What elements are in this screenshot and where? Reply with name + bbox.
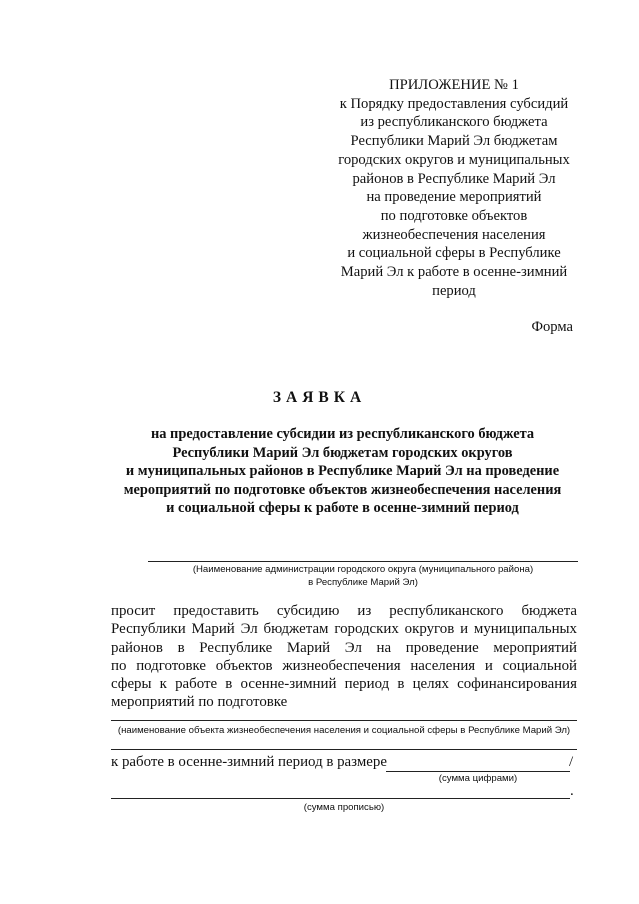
object-name-line[interactable] — [111, 720, 577, 721]
body-line: сферы к работе в осенне-зимний период в целях софинансирования — [111, 676, 577, 693]
document-subtitle — [100, 425, 585, 518]
appendix-line: и социальной сферы в Республике — [347, 245, 561, 262]
sum-words-line[interactable] — [111, 798, 570, 799]
appendix-line: к Порядку предоставления субсидий — [339, 95, 569, 112]
appendix-line: по подготовке объектов — [380, 207, 528, 224]
appendix-line: период — [432, 282, 476, 299]
appendix-line: Республики Марий Эл бюджетам — [350, 133, 558, 150]
sum-digits-caption: (сумма цифрами) — [438, 773, 518, 784]
amount-text: к работе в осенне-зимний период в размере — [111, 754, 387, 770]
appendix-line: жизнеобеспечения населения — [362, 226, 546, 243]
subtitle-line: и социальной сферы к работе в осенне-зимний период — [166, 500, 519, 516]
administration-caption: (Наименование администрации городского округа (муниципального района) в Республике Марий Эл) — [192, 564, 534, 588]
subtitle-line: и муниципальных районов в Республике Марий Эл на проведение — [125, 463, 560, 479]
administration-name-line[interactable] — [148, 561, 578, 562]
object-name-caption: (наименование объекта жизнеобеспечения населения и социальной сферы в Республике Марий Эл) — [117, 725, 571, 736]
sum-digits-end-mark: / — [569, 754, 574, 770]
appendix-line: на проведение мероприятий — [366, 189, 542, 206]
appendix-line: Марий Эл к работе в осенне-зимний — [340, 264, 568, 281]
appendix-header — [330, 76, 578, 300]
appendix-line: из республиканского бюджета — [360, 114, 548, 131]
body-line: по подготовке объектов жизнеобеспечения населения и социальной — [111, 657, 577, 674]
document-title: ЗАЯВКА — [272, 389, 367, 406]
body-line: просит предоставить субсидию из республиканского бюджета — [111, 603, 577, 619]
object-name-line-continued[interactable] — [111, 749, 577, 750]
subtitle-line: мероприятий по подготовке объектов жизнеобеспечения населения — [123, 481, 562, 498]
appendix-line: районов в Республике Марий Эл — [352, 170, 556, 187]
appendix-line: городских округов и муниципальных — [338, 151, 570, 168]
sum-words-end-dot: . — [570, 783, 574, 799]
subtitle-line: на предоставление субсидии из республиканского бюджета — [150, 426, 535, 442]
body-line: мероприятий по подготовке — [111, 694, 288, 711]
sum-words-caption: (сумма прописью) — [303, 802, 385, 813]
body-line: районов в Республике Марий Эл на проведение мероприятий — [111, 639, 577, 656]
form-label: Форма — [531, 319, 573, 335]
body-line: Республики Марий Эл бюджетам городских округов и муниципальных — [111, 621, 577, 638]
appendix-line: ПРИЛОЖЕНИЕ № 1 — [389, 77, 519, 93]
request-body-text — [111, 602, 577, 712]
subtitle-line: Республики Марий Эл бюджетам городских округов — [172, 444, 513, 461]
